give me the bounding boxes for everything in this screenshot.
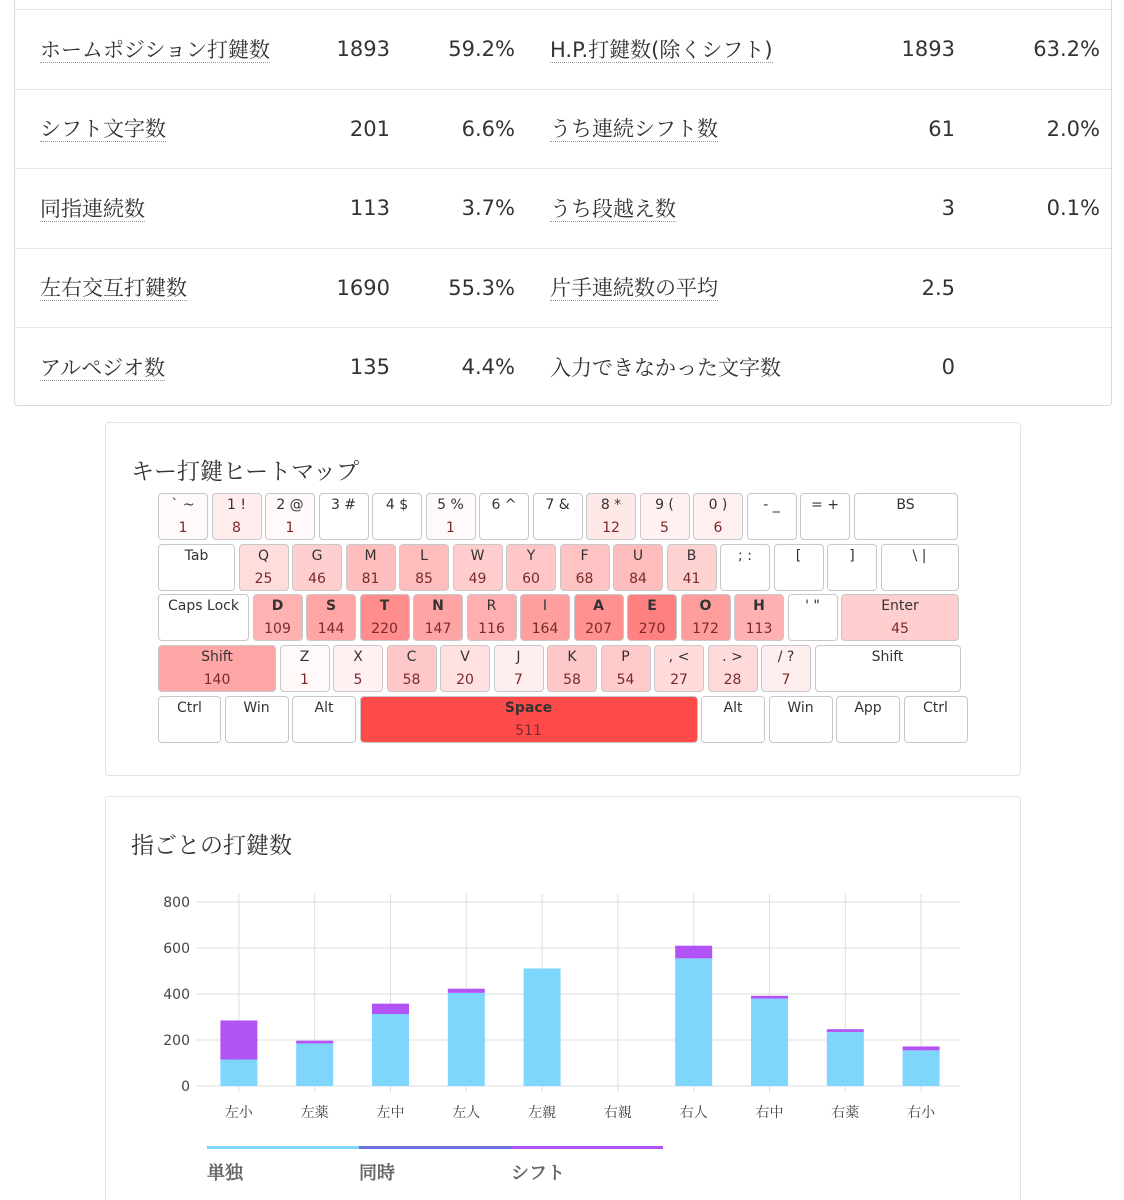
key-count: 5 — [660, 520, 669, 536]
key-label: Enter — [881, 598, 919, 614]
key-count: 147 — [424, 621, 452, 637]
bar-単独 — [372, 1014, 409, 1086]
key-label: I — [542, 598, 548, 614]
key-label: X — [353, 649, 363, 665]
stat-percent: 0.1% — [1046, 196, 1100, 220]
key-label: / ? — [777, 649, 795, 665]
x-tick-label: 右薬 — [831, 1105, 860, 1121]
key-label: Alt — [314, 700, 334, 716]
key-count: 12 — [602, 520, 620, 536]
stat-value: 1690 — [336, 275, 390, 300]
stat-label: 入力できなかった文字数 — [550, 356, 781, 380]
key-label: B — [686, 548, 697, 564]
key-count: 28 — [723, 672, 742, 688]
key-label: . > — [722, 649, 743, 665]
key-label: Ctrl — [923, 700, 948, 716]
key-count: 68 — [575, 571, 594, 587]
key-count: 58 — [563, 672, 581, 688]
key-label: App — [854, 700, 882, 716]
legend-swatch — [359, 1146, 511, 1149]
key-label: Q — [257, 548, 270, 564]
bar-シフト — [372, 1004, 409, 1014]
key-count: 1 — [285, 520, 295, 536]
key-label: - _ — [763, 497, 780, 513]
stat-value: 0 — [941, 355, 955, 379]
key-count: 7 — [781, 672, 791, 688]
key-label: 5 % — [437, 497, 464, 513]
key-count: 7 — [514, 672, 523, 688]
legend-swatch — [207, 1146, 359, 1149]
x-tick-label: 右小 — [907, 1105, 936, 1121]
stat-percent: 63.2% — [1033, 37, 1100, 61]
stat-value: 1893 — [336, 37, 390, 61]
key-label: D — [271, 598, 284, 614]
key-label: Alt — [723, 700, 743, 716]
key-label: O — [699, 598, 712, 614]
key-label: R — [486, 598, 497, 614]
key-count: 49 — [468, 571, 487, 587]
x-tick-label: 左中 — [376, 1105, 405, 1121]
stat-value: 135 — [349, 355, 390, 379]
bar-単独 — [296, 1043, 333, 1086]
key-count: 6 — [713, 520, 723, 536]
key-label: 3 # — [330, 497, 357, 513]
key-label: [ — [795, 548, 802, 564]
stat-percent: 4.4% — [461, 355, 515, 379]
x-tick-label: 右人 — [679, 1105, 708, 1121]
key-count: 164 — [531, 621, 559, 637]
bar-シフト — [296, 1041, 333, 1044]
bar-シフト — [675, 946, 712, 959]
key-label: M — [364, 548, 377, 564]
key-label: J — [516, 649, 521, 665]
bar-シフト — [220, 1020, 257, 1059]
key-count: 27 — [670, 672, 688, 688]
key-count: 45 — [891, 621, 909, 637]
bar-単独 — [524, 968, 561, 1086]
bar-単独 — [220, 1060, 257, 1086]
y-tick-label: 800 — [163, 895, 190, 911]
key-label: 2 @ — [276, 497, 304, 513]
legend-swatch — [511, 1146, 663, 1149]
stat-value: 2.5 — [921, 275, 955, 300]
key-label: 9 ( — [655, 497, 674, 513]
stat-label: ホームポジション打鍵数 — [40, 37, 271, 62]
key-count: 81 — [361, 571, 380, 587]
legend-item[interactable] — [207, 1146, 359, 1185]
key-label: Space — [504, 700, 553, 716]
key-label: Shift — [871, 649, 904, 665]
key-count: 46 — [308, 571, 326, 587]
key-label: ; : — [738, 548, 752, 564]
key-label: P — [621, 649, 630, 665]
key-count: 116 — [478, 621, 505, 637]
stat-value: 113 — [349, 196, 390, 220]
key-count: 140 — [203, 672, 231, 688]
key-label: G — [311, 548, 323, 564]
x-tick-label: 右中 — [755, 1105, 784, 1121]
stat-label: うち段越え数 — [550, 196, 676, 221]
key-count: 207 — [585, 621, 612, 637]
stat-percent: 55.3% — [448, 275, 515, 300]
key-label: Win — [243, 700, 270, 716]
stat-value: 1893 — [901, 37, 955, 61]
key-count: 1 — [300, 672, 309, 688]
key-label: H — [753, 598, 765, 614]
key-count: 511 — [515, 723, 542, 739]
legend-label: 単独 — [207, 1163, 243, 1184]
stat-value: 3 — [941, 196, 955, 220]
legend-item[interactable] — [359, 1146, 511, 1185]
key-label: 1 ! — [227, 497, 246, 513]
key-count: 109 — [264, 621, 291, 637]
key-label: Caps Lock — [168, 598, 239, 614]
heatmap-title: キー打鍵ヒートマップ — [131, 459, 360, 485]
stat-value: 201 — [349, 116, 390, 141]
legend-label: シフト — [511, 1163, 565, 1184]
key-count: 113 — [745, 621, 773, 637]
key-count: 25 — [254, 571, 273, 587]
x-tick-label: 右親 — [603, 1105, 632, 1121]
stat-label: シフト文字数 — [40, 117, 166, 141]
key-label: 0 ) — [708, 497, 728, 513]
x-tick-label: 左薬 — [300, 1105, 329, 1121]
key-count: 60 — [522, 571, 540, 587]
key-label: Z — [299, 649, 310, 665]
key-count: 5 — [353, 672, 363, 688]
key-count: 85 — [415, 571, 433, 587]
finger-chart-title: 指ごとの打鍵数 — [131, 833, 292, 859]
bar-単独 — [751, 999, 788, 1086]
key-label: W — [470, 548, 485, 564]
bar-シフト — [903, 1046, 940, 1050]
x-tick-label: 左親 — [528, 1105, 557, 1121]
key-label: BS — [896, 497, 915, 513]
key-count: 270 — [638, 621, 666, 637]
y-tick-label: 0 — [181, 1079, 190, 1095]
bar-単独 — [448, 993, 485, 1086]
key-label: S — [325, 598, 337, 614]
y-tick-label: 600 — [163, 941, 190, 957]
key-label: Y — [526, 548, 536, 564]
x-tick-label: 左小 — [224, 1105, 253, 1121]
key-label: Shift — [201, 649, 233, 665]
stat-label: H.P.打鍵数(除くシフト) — [550, 37, 773, 62]
key-label: Ctrl — [177, 700, 202, 716]
y-tick-label: 200 — [163, 1033, 190, 1049]
key-label: ' " — [805, 598, 820, 614]
stat-label: 左右交互打鍵数 — [40, 276, 187, 300]
key-count: 220 — [371, 621, 398, 637]
legend-label: 同時 — [359, 1163, 395, 1184]
stat-label: 同指連続数 — [40, 196, 145, 221]
key-label: N — [432, 598, 444, 614]
key-count: 54 — [616, 672, 635, 688]
stat-percent: 6.6% — [461, 116, 515, 141]
key-label: Win — [787, 700, 814, 716]
key-count: 1 — [446, 520, 455, 536]
key-label: , < — [668, 649, 690, 665]
key-label: \ | — [912, 548, 927, 564]
key-count: 8 — [232, 520, 241, 536]
bar-単独 — [903, 1050, 940, 1086]
stat-percent: 2.0% — [1046, 116, 1100, 141]
key-label: = + — [811, 497, 839, 513]
key-label: E — [647, 598, 657, 614]
y-tick-label: 400 — [163, 987, 190, 1003]
bar-単独 — [675, 958, 712, 1086]
bar-シフト — [751, 996, 788, 999]
key-label: ` ~ — [171, 497, 195, 513]
key-count: 58 — [402, 672, 421, 688]
stat-value: 61 — [928, 116, 955, 141]
key-label: U — [632, 548, 644, 564]
key-label: F — [580, 548, 589, 564]
stat-label: アルペジオ数 — [40, 355, 166, 380]
bar-シフト — [448, 989, 485, 993]
key-count: 172 — [692, 621, 719, 637]
key-label: 6 ^ — [491, 497, 517, 513]
key-label: 8 * — [600, 497, 622, 513]
bar-単独 — [827, 1032, 864, 1086]
key-label: C — [406, 649, 417, 665]
key-label: V — [460, 649, 470, 665]
key-label: T — [379, 598, 390, 614]
key-label: 7 & — [545, 497, 570, 513]
stat-percent: 3.7% — [461, 196, 515, 220]
key-label: L — [420, 548, 428, 564]
stat-label: うち連続シフト数 — [550, 117, 718, 141]
bar-シフト — [827, 1029, 864, 1032]
key-label: Tab — [184, 548, 209, 564]
key-count: 84 — [629, 571, 647, 587]
stat-percent: 59.2% — [448, 37, 515, 61]
key-label: A — [593, 598, 604, 614]
key-count: 1 — [178, 520, 188, 536]
key-label: ] — [849, 548, 855, 564]
key-label: 4 $ — [385, 497, 409, 513]
key-count: 41 — [682, 571, 701, 587]
legend-item[interactable] — [511, 1146, 663, 1185]
x-tick-label: 左人 — [452, 1105, 481, 1121]
key-count: 144 — [317, 621, 345, 637]
key-label: K — [567, 649, 577, 665]
key-count: 20 — [456, 672, 474, 688]
stat-label: 片手連続数の平均 — [550, 276, 718, 300]
